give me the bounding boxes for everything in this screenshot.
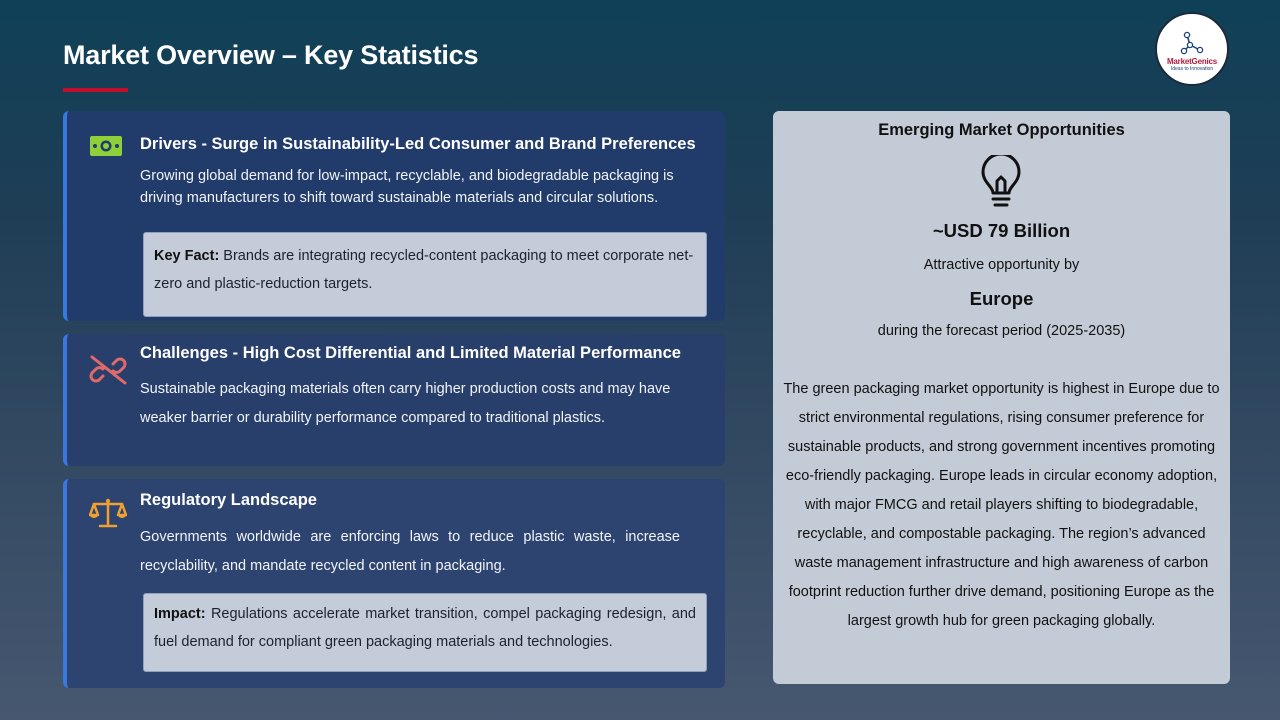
challenges-heading: Challenges - High Cost Differential and Limited Material Performance: [140, 344, 681, 362]
drivers-heading: Drivers - Surge in Sustainability-Led Consumer and Brand Preferences: [140, 135, 696, 153]
opportunity-title: Emerging Market Opportunities: [878, 121, 1125, 139]
challenges-card: [63, 334, 725, 466]
drivers-body: Growing global demand for low-impact, recyclable, and biodegradable packaging is driving manufacturers to shift toward sustainable materials and circular solutions.: [140, 168, 674, 206]
network-logo-icon: [1179, 31, 1205, 55]
regulatory-heading: Regulatory Landscape: [140, 491, 317, 509]
broken-link-icon: [89, 354, 127, 391]
logo-brand: MarketGenics: [1166, 56, 1218, 66]
opportunity-label: Attractive opportunity by: [923, 257, 1080, 273]
money-icon: [89, 133, 123, 164]
opportunity-region: Europe: [969, 288, 1034, 309]
page-title: Market Overview – Key Statistics: [63, 40, 479, 70]
regulatory-card: [63, 479, 725, 688]
key-fact-box: [143, 232, 707, 317]
scales-icon: [89, 497, 127, 534]
key-fact-text: Brands are integrating recycled-content packaging to meet corporate net-zero and plastic-reduction targets.: [154, 248, 694, 292]
forecast-period: during the forecast period (2025-2035): [877, 323, 1126, 339]
opportunity-description: The green packaging market opportunity is highest in Europe due to strict environmental regulations, rising consumer preference for sustainable products, and strong government incentives promoting eco-friendly packaging. Europe leads in circular economy adoption, with major FMCG and retail players shifting to biodegradable, recyclable, and compostable packaging. The region’s advanced waste management infrastructure and high awareness of carbon footprint reduction further drive demand, positioning Europe as the largest growth hub for green packaging globally.: [783, 381, 1220, 629]
regulatory-body: Governments worldwide are enforcing laws to reduce plastic waste, increase recyclability, and mandate recycled content in packaging.: [140, 529, 680, 574]
impact-text: Regulations accelerate market transition, compel packaging redesign, and fuel demand for compliant green packaging materials and technologies.: [154, 606, 696, 650]
key-fact-label: Key Fact:: [154, 248, 220, 264]
impact-label: Impact:: [154, 606, 206, 622]
lightbulb-icon: [979, 155, 1023, 216]
opportunity-value: ~USD 79 Billion: [932, 220, 1071, 241]
impact-box: [143, 593, 707, 672]
company-logo: [1155, 12, 1229, 86]
logo-tagline: Ideas to Innovation: [1170, 65, 1214, 72]
opportunity-panel: [773, 111, 1230, 684]
challenges-body: Sustainable packaging materials often carry higher production costs and may have weaker barrier or durability performance compared to traditional plastics.: [140, 381, 671, 426]
drivers-card: [63, 111, 725, 321]
title-underline: [63, 88, 128, 92]
